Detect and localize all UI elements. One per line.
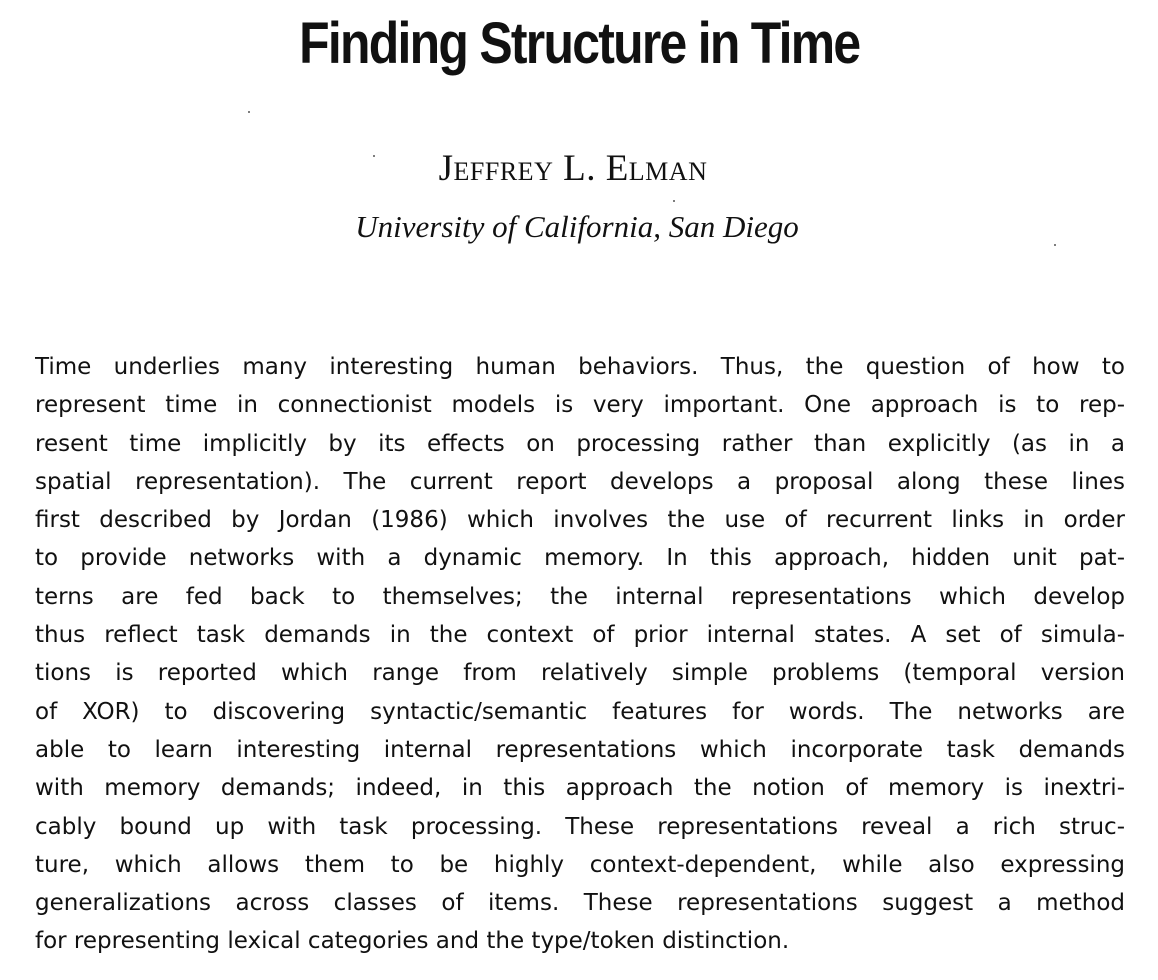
abstract-line: spatial representation). The current report develops a proposal along these lines <box>35 468 1125 495</box>
abstract <box>35 348 1125 961</box>
abstract-line: resent time implicitly by its effects on processing rather than explicitly (as in a <box>35 430 1125 457</box>
scan-speck <box>1054 244 1056 246</box>
author-name: Jeffrey L. Elman <box>438 148 708 189</box>
abstract-line: generalizations across classes of items. These representations suggest a method <box>35 890 1125 917</box>
abstract-line: tions is reported which range from relatively simple problems (temporal version <box>35 660 1125 687</box>
abstract-line: terns are fed back to themselves; the internal representations which develop <box>35 583 1125 610</box>
abstract-line: with memory demands; indeed, in this approach the notion of memory is inextri- <box>35 775 1125 802</box>
abstract-line: Time underlies many interesting human behaviors. Thus, the question of how to <box>35 354 1125 380</box>
scan-speck <box>248 111 250 113</box>
abstract-line: thus reflect task demands in the context of prior internal states. A set of simula- <box>35 622 1125 649</box>
abstract-line: cably bound up with task processing. These representations reveal a rich struc- <box>35 813 1125 840</box>
abstract-line: able to learn interesting internal representations which incorporate task demands <box>35 736 1125 763</box>
abstract-line: of XOR) to discovering syntactic/semantic features for words. The networks are <box>35 698 1125 725</box>
abstract-line: to provide networks with a dynamic memory. In this approach, hidden unit pat- <box>35 545 1125 572</box>
abstract-line: for representing lexical categories and the type/token distinction. <box>35 928 790 955</box>
abstract-line: represent time in connectionist models is very important. One approach is to rep- <box>35 392 1125 419</box>
author-affiliation: University of California, San Diego <box>355 209 799 244</box>
scan-speck <box>373 155 375 157</box>
scan-speck <box>673 200 675 202</box>
abstract-line: first described by Jordan (1986) which involves the use of recurrent links in order <box>35 507 1125 534</box>
paper-title: Finding Structure in Time <box>299 11 860 76</box>
abstract-line: ture, which allows them to be highly context-dependent, while also expressing <box>35 851 1125 878</box>
